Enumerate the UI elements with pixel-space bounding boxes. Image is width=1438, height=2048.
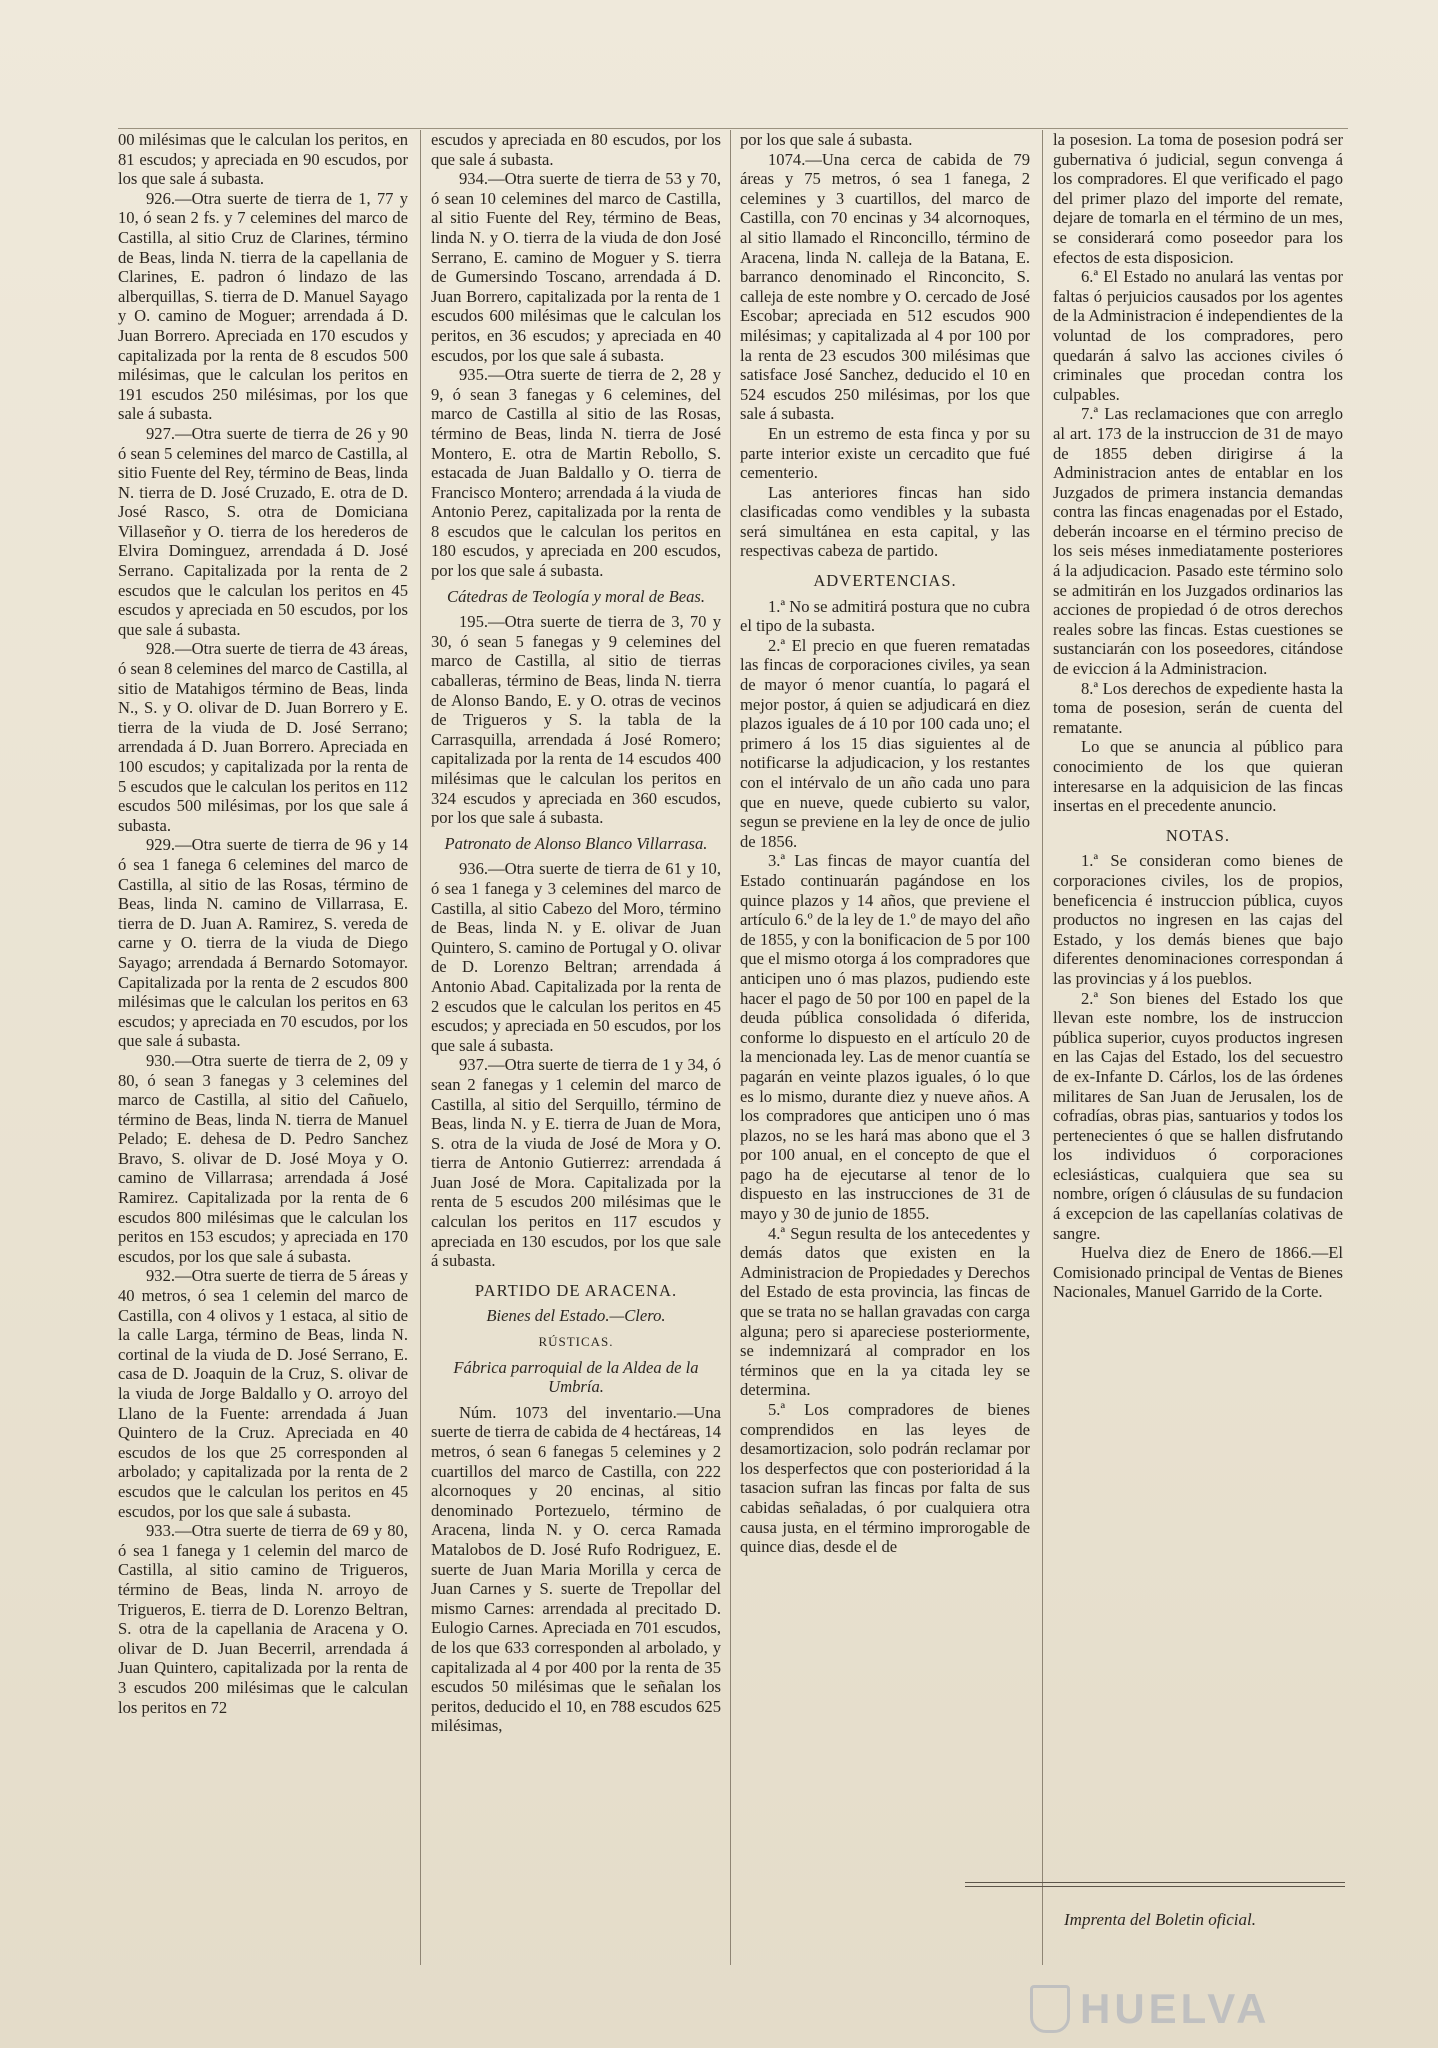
lot-937: 937.—Otra suerte de tierra de 1 y 34, ó sean 2 fanegas y 1 celemin del marco de Castilla, al sitio del Serquillo, término de Beas, linda N. y E. tierra de Juan de Mora, S. otra de la viuda de José de Mora y O. tierra de Antonio Gutierrez: arrendada á Juan José de Mora. Capitalizada por la renta de 5 escudos 200 milésimas que le calculan los peritos en 117 escudos y apreciada en 130 escudos, por los que sale á subasta. — [431, 1055, 721, 1271]
column-1 — [118, 130, 408, 1965]
paragraph: Las anteriores fincas han sido clasificadas como vendibles y la subasta será simultánea en esta capital, y las respectivas cabeza de partido. — [740, 482, 1030, 561]
column-divider — [420, 130, 421, 1965]
section-heading: Patronato de Alonso Blanco Villarrasa. — [444, 833, 708, 853]
printer-imprint: Imprenta del Boletin oficial. — [1064, 1910, 1256, 1929]
footer-rule — [965, 1886, 1345, 1887]
column-4 — [1053, 130, 1343, 1965]
columns — [118, 130, 1348, 1965]
lot-933: 933.—Otra suerte de tierra de 69 y 80, ó sea 1 fanega y 1 celemin del marco de Castilla, al sitio camino de Trigueros, término de Beas, linda N. arroyo de Trigueros, E. tierra de D. Lorenzo Beltran, S. otra de la capellania de Aracena y O. olivar de D. Juan Becerril, arrendada á Juan Quintero, capitalizada por la renta de 3 escudos 200 milésimas que le calculan los peritos en 72 — [118, 1521, 408, 1717]
section-heading: Cátedras de Teología y moral de Beas. — [447, 586, 705, 606]
advertencias-heading: ADVERTENCIAS. — [813, 571, 957, 591]
advertencia-7: 7.ª Las reclamaciones que con arreglo al art. 173 de la instruccion de 31 de mayo de 1855 deben dirigirse á la Administracion antes de entablar en los Juzgados de primera instancia demandas contra las fincas enagenadas por el Estado, deberán incoarse en el término preciso de los seis méses inmediatamente posteriores á la adjudicacion. Pasado este término solo se admitirán en los Juzgados ordinarios las acciones de propiedad ó de otros derechos reales sobre las fincas. Estas cuestiones se sustanciarán con los poseedores, citándose de eviccion á la Administracion. — [1053, 404, 1343, 679]
district-heading: PARTIDO DE ARACENA. — [474, 1280, 678, 1300]
footer-rule — [965, 1882, 1345, 1883]
advertencia-6: 6.ª El Estado no anulará las ventas por faltas ó perjuicios causados por los agentes de la Administracion é independientes de la voluntad de los compradores, pero quedarán á salvo las acciones civiles ó criminales que procedan contra los culpables. — [1053, 267, 1343, 404]
column-divider — [1042, 130, 1043, 1965]
archive-watermark — [1030, 1985, 1370, 2033]
watermark-text: HUELVA — [1080, 1985, 1271, 2032]
lot-936: 936.—Otra suerte de tierra de 61 y 10, ó sea 1 fanega y 3 celemines del marco de Castilla, al sitio Cabezo del Moro, término de Beas, linda N. y E. olivar de Juan Quintero, S. camino de Portugal y O. olivar de D. Lorenzo Beltran; arrendada á Antonio Abad. Capitalizada por la renta de 2 escudos que le calculan los peritos en 45 escudos; y apreciada en 50 escudos, por los que sale á subasta. — [431, 859, 721, 1055]
subsection-heading: RÚSTICAS. — [538, 1334, 614, 1350]
lot-1073: Núm. 1073 del inventario.—Una suerte de tierra de cabida de 4 hectáreas, 14 metros, ó sean 6 fanegas 5 celemines y 2 cuartillos del marco de Castilla, con 222 alcornoques y 20 encinas, al sitio denominado Portezuelo, término de Aracena, linda N. y O. cerca Ramada Matalobos de D. José Rufo Rodriguez, E. suerte de Juan Maria Morilla y cerca de Juan Carnes y S. suerte de Trepollar del mismo Carnes: arrendada al precitado D. Eulogio Carnes. Apreciada en 701 escudos, de los que 633 corresponden al arbolado, y capitalizada al 4 por 400 por la renta de 35 escudos 50 milésimas que le señalan los peritos, deducido el 10, en 788 escudos 625 milésimas, — [431, 1402, 721, 1736]
lot-930: 930.—Otra suerte de tierra de 2, 09 y 80, ó sean 3 fanegas y 3 celemines del marco de Castilla, al sitio del Cañuelo, término de Beas, linda N. tierra de Manuel Pelado; E. dehesa de D. Pedro Sanchez Bravo, S. olivar de D. José Moya y O. camino de Villarrasa; arrendada á José Ramirez. Capitalizada por la renta de 6 escudos 800 milésimas que le calculan los peritos en 153 escudos; y apreciada en 170 escudos, por los que sale á subasta. — [118, 1050, 408, 1266]
lot-1074: 1074.—Una cerca de cabida de 79 áreas y 75 metros, ó sea 1 fanega, 2 celemines y 3 cuartillos, del marco de Castilla, con 70 encinas y 34 alcornoques, al sitio llamado el Rinconcillo, término de Aracena, linda N. calleja de la Batana, E. barranco denominado el Rinconcito, S. calleja de este nombre y O. cercado de José Escobar; apreciada en 512 escudos 900 milésimas; y capitalizada al 4 por 100 por la renta de 23 escudos 300 milésimas que satisface José Sanchez, deducido el 10 en 524 escudos 250 milésimas, por los que sale á subasta. — [740, 149, 1030, 424]
nota-1: 1.ª Se consideran como bienes de corporaciones civiles, los de propios, beneficencia é instruccion pública, cuyos productos no ingresen en las cajas del Estado, y los demás bienes que bajo diferentes denominaciones correspondan á las provincias y á los pueblos. — [1053, 851, 1343, 988]
section-heading: Fábrica parroquial de la Aldea de la Umbría. — [453, 1357, 699, 1397]
top-rule — [118, 128, 1348, 129]
advertencia-1: 1.ª No se admitirá postura que no cubra el tipo de la subasta. — [740, 596, 1030, 636]
advertencia-4: 4.ª Segun resulta de los antecedentes y demás datos que existen en la Administracion de Propiedades y Derechos del Estado de esta provincia, las fincas de que se trata no se hallan gravadas con carga alguna; pero si apareciese posteriormente, se indemnizará al comprador en los términos que en la ya citada ley se determina. — [740, 1223, 1030, 1400]
paragraph: escudos y apreciada en 80 escudos, por los que sale á subasta. — [431, 130, 721, 169]
paragraph: la posesion. La toma de posesion podrá ser gubernativa ó judicial, segun convenga á los compradores. El que verificado el pago del primer plazo del importe del remate, dejare de tomarla en el término de un mes, se considerará como poseedor para los efectos de esta disposicion. — [1053, 130, 1343, 267]
lot-929: 929.—Otra suerte de tierra de 96 y 14 ó sea 1 fanega 6 celemines del marco de Castilla, al sitio de las Rosas, término de Beas, linda N. camino de Villarrasa, E. tierra de D. Juan A. Ramirez, S. vereda de carne y O. tierra de la viuda de Diego Sayago; arrendada á Bernardo Sotomayor. Capitalizada por la renta de 2 escudos 800 milésimas que le calculan los peritos en 63 escudos; y apreciada en 70 escudos, por los que sale á subasta. — [118, 835, 408, 1051]
notas-heading: NOTAS. — [1165, 825, 1231, 845]
column-3 — [740, 130, 1030, 1965]
advertencia-3: 3.ª Las fincas de mayor cuantía del Estado continuarán pagándose en los quince plazos y 14 años, que previene el artículo 6.º de la ley de 1.º de mayo del año de 1855, y con la bonificacion de 5 por 100 que el mismo otorga á los compradores que anticipen uno ó mas plazos, pudiendo este hacer el pago de 50 por 100 en papel de la deuda pública consolidada ó diferida, conforme lo dispuesto en el artículo 20 de la mencionada ley. Las de menor cuantía se pagarán en veinte plazos iguales, ó lo que es lo mismo, durante diez y nueve años. A los compradores que anticipen uno ó mas plazos, no se les hará mas abono que el 3 por 100 anual, en el concepto de que el pago ha de ejecutarse al tenor de lo dispuesto en las instrucciones de 31 de mayo y 30 de junio de 1855. — [740, 851, 1030, 1224]
lot-926: 926.—Otra suerte de tierra de 1, 77 y 10, ó sean 2 fs. y 7 celemines del marco de Castilla, al sitio Cruz de Clarines, término de Beas, linda N. tierra de la capellania de Clarines, E. padron ó lindazo de las alberquillas, S. tierra de D. Manuel Sayago y O. camino de Moguer; arrendada á D. Juan Borrero. Apreciada en 170 escudos y capitalizada por la renta de 8 escudos 500 milésimas, que le calculan los peritos en 191 escudos 250 milésimas, por los que sale á subasta. — [118, 188, 408, 424]
column-2 — [431, 130, 721, 1965]
section-heading: Bienes del Estado.—Clero. — [486, 1306, 666, 1326]
advertencia-2: 2.ª El precio en que fueren rematadas las fincas de corporaciones civiles, ya sean de mayor ó menor cuantía, lo pagará el mejor postor, á quien se adjudicará en diez plazos iguales de á 10 por 100 cada uno; el primero á los 15 dias siguientes al de notificarse la adjudicacion, y los restantes con el intérvalo de un año cada uno para que en nueve, quede cubierto su valor, segun se previene en la ley de once de julio de 1856. — [740, 635, 1030, 851]
lot-928: 928.—Otra suerte de tierra de 43 áreas, ó sean 8 celemines del marco de Castilla, al sitio de Matahigos término de Beas, linda N., S. y O. olivar de D. Juan Borrero y E. tierra de la viuda de D. José Serrano; arrendada á D. Juan Borrero. Apreciada en 100 escudos; y capitalizada por la renta de 5 escudos que le calculan los peritos en 112 escudos 500 milésimas, por los que sale á subasta. — [118, 639, 408, 835]
lot-195: 195.—Otra suerte de tierra de 3, 70 y 30, ó sean 5 fanegas y 9 celemines del marco de Castilla, al sitio de tierras caballeras, término de Beas, linda N. tierra de Alonso Bando, E. y O. otras de vecinos de Trigueros y S. la tabla de la Carrasquilla, arrendada á José Romero; capitalizada por la renta de 14 escudos 400 milésimas que le calculan los peritos en 324 escudos y apreciada en 360 escudos, por los que sale á subasta. — [431, 612, 721, 828]
column-divider — [730, 130, 731, 1965]
shield-icon — [1030, 1985, 1070, 2033]
advertencia-5: 5.ª Los compradores de bienes comprendidos en las leyes de desamortizacion, solo podrán reclamar por los desperfectos que con posterioridad á la tasacion sufran las fincas por falta de sus cabidas señaladas, ó por cualquiera otra causa justa, en el término improrogable de quince dias, desde el de — [740, 1400, 1030, 1557]
paragraph: Lo que se anuncia al público para conocimiento de los que quieran interesarse en la adquisicion de las fincas insertas en el precedente anuncio. — [1053, 737, 1343, 816]
lot-932: 932.—Otra suerte de tierra de 5 áreas y 40 metros, ó sea 1 celemin del marco de Castilla, con 4 olivos y 1 estaca, al sitio de la calle Larga, término de Beas, linda N. cortinal de la viuda de D. José Serrano, E. casa de D. Joaquin de la Cruz, S. olivar de la viuda de Jorge Baldallo y O. arroyo del Llano de la Fuente: arrendada á Juan Quintero de la Cruz. Apreciada en 40 escudos de los que 25 corresponden al arbolado; y capitalizada por la renta de 2 escudos que le calculan los peritos en 45 escudos, por los que sale á subasta. — [118, 1266, 408, 1521]
nota-2: 2.ª Son bienes del Estado los que llevan este nombre, los de instruccion pública superior, cuyos productos ingresen en las Cajas del Estado, los del secuestro de ex-Infante D. Cárlos, los de las órdenes militares de San Juan de Jerusalen, los de cofradías, obras pias, santuarios y todos los pertenecientes ó que se hallen disfrutando los individuos ó corporaciones eclesiásticas, cualquiera que sea su nombre, orígen ó cláusulas de su fundacion á excepcion de las capellanías colativas de sangre. — [1053, 988, 1343, 1243]
lot-927: 927.—Otra suerte de tierra de 26 y 90 ó sean 5 celemines del marco de Castilla, al sitio Fuente del Rey, término de Beas, linda N. tierra de D. José Cruzado, E. otra de D. José Rasco, S. otra de Domiciana Villaseñor y O. tierra de los herederos de Elvira Dominguez, arrendada á D. José Serrano. Capitalizada por la renta de 2 escudos que le calculan los peritos en 45 escudos y apreciada en 50 escudos, por los que sale á subasta. — [118, 423, 408, 639]
signature-block: Huelva diez de Enero de 1866.—El Comisionado principal de Ventas de Bienes Nacionales, Manuel Garrido de la Corte. — [1053, 1243, 1343, 1302]
paragraph: por los que sale á subasta. — [740, 130, 913, 149]
lot-935: 935.—Otra suerte de tierra de 2, 28 y 9, ó sean 3 fanegas y 6 celemines, del marco de Castilla al sitio de las Rosas, término de Beas, linda N. tierra de José Montero, E. otra de Martin Rebollo, S. estacada de Juan Baldallo y O. tierra de Francisco Montero; arrendada á la viuda de Antonio Perez, capitalizada por la renta de 8 escudos que le calculan los peritos en 180 escudos, y apreciada en 200 escudos, por los que sale á subasta. — [431, 365, 721, 581]
advertencia-8: 8.ª Los derechos de expediente hasta la toma de posesion, serán de cuenta del rematante. — [1053, 678, 1343, 737]
paragraph: 00 milésimas que le calculan los peritos, en 81 escudos; y apreciada en 90 escudos, por los que sale á subasta. — [118, 130, 408, 189]
paragraph: En un estremo de esta finca y por su parte interior existe un cercadito que fué cementerio. — [740, 423, 1030, 483]
lot-934: 934.—Otra suerte de tierra de 53 y 70, ó sean 10 celemines del marco de Castilla, al sitio Fuente del Rey, término de Beas, linda N. y O. tierra de la viuda de don José Serrano, E. camino de Moguer y S. tierra de Gumersindo Toscano, arrendada á D. Juan Borrero, capitalizada por la renta de 1 escudos 600 milésimas que le calculan los peritos, en 36 escudos; y apreciada en 40 escudos, por los que sale á subasta. — [431, 169, 721, 365]
